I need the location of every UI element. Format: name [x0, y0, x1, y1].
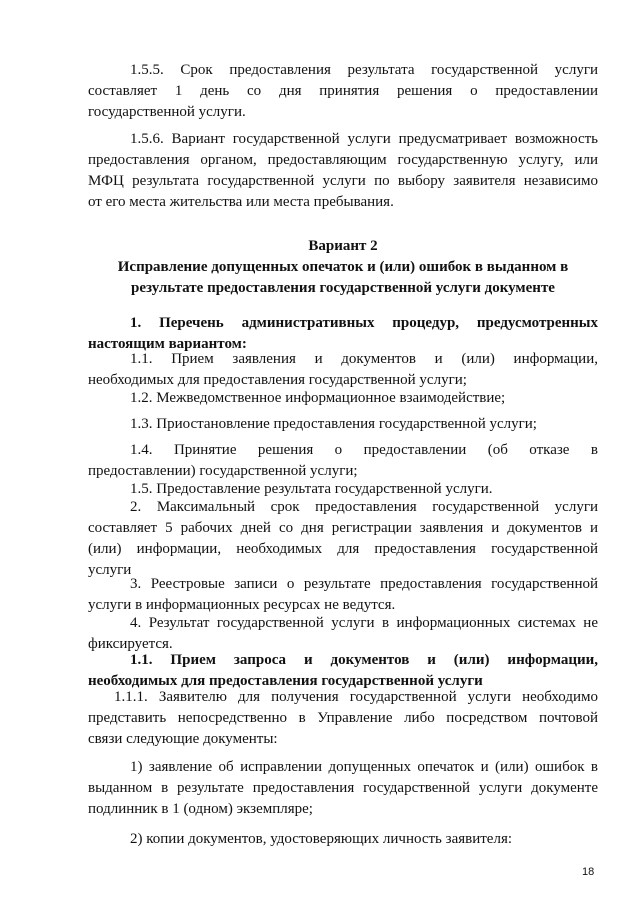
paragraph-line: 1.5.6. Вариант государственной услуги предусматривает возможность — [130, 131, 598, 147]
variant-subtitle-line: Исправление допущенных опечаток и (или) ошибок в выданном в — [117, 259, 569, 275]
item-line: 1.2. Межведомственное информационное взаимодействие; — [130, 390, 506, 406]
paragraph-3 — [88, 574, 598, 616]
paragraph-line: (или) информации, необходимых для предоставления государственной — [88, 541, 598, 557]
item-line: 1.3. Приостановление предоставления государственной услуги; — [130, 416, 537, 432]
variant-subtitle-line: результате предоставления государственной услуги документе — [131, 280, 555, 296]
document-item-1 — [88, 757, 598, 820]
paragraph-line: 1.5.5. Срок предоставления результата государственной услуги — [130, 62, 598, 78]
paragraph-line: 2) копии документов, удостоверяющих личность заявителя: — [130, 831, 513, 847]
item-line: 1.4. Принятие решения о предоставлении (об отказе в — [130, 442, 598, 458]
paragraph-line: услуги — [88, 562, 132, 578]
paragraph-4 — [88, 613, 598, 655]
paragraph-line: 3. Реестровые записи о результате предоставления государственной — [130, 576, 598, 592]
paragraph-line: предоставления органом, предоставляющим государственную услугу, или — [88, 152, 598, 168]
item-line: предоставлении) государственной услуги; — [88, 463, 358, 479]
variant-subtitle — [88, 257, 598, 299]
paragraph-1-5-6 — [88, 129, 598, 213]
paragraph-line: связи следующие документы: — [88, 731, 278, 747]
paragraph-line: подлинник в 1 (одном) экземпляре; — [88, 801, 313, 817]
paragraph-line: представить непосредственно в Управление либо посредством почтовой — [88, 710, 598, 726]
paragraph-1-5-5 — [88, 60, 598, 123]
heading-line: настоящим вариантом: — [88, 336, 247, 352]
paragraph-line: 2. Максимальный срок предоставления государственной услуги — [130, 499, 598, 515]
heading-line: 1. Перечень административных процедур, предусмотренных — [130, 315, 598, 331]
item-1-3 — [88, 414, 598, 435]
paragraph-line: 1.1.1. Заявителю для получения государственной услуги необходимо — [114, 689, 598, 705]
heading-line: 1.1. Прием запроса и документов и (или) информации, — [130, 652, 598, 668]
paragraph-line: составляет 5 рабочих дней со дня регистрации заявления и документов и — [88, 520, 598, 536]
paragraph-1-1-1 — [88, 687, 598, 750]
item-1-1 — [88, 349, 598, 391]
paragraph-line: составляет 1 день со дня принятия решения о предоставлении — [88, 83, 598, 99]
paragraph-line: 1) заявление об исправлении допущенных опечаток и (или) ошибок в — [130, 759, 598, 775]
item-line: 1.5. Предоставление результата государственной услуги. — [130, 481, 493, 497]
item-1-2 — [88, 388, 598, 409]
paragraph-line: фиксируется. — [88, 636, 173, 652]
paragraph-line: 4. Результат государственной услуги в информационных системах не — [130, 615, 598, 631]
variant-title-text: Вариант 2 — [308, 238, 378, 254]
document-item-2 — [88, 829, 598, 850]
item-line: необходимых для предоставления государственной услуги; — [88, 372, 467, 388]
paragraph-line: МФЦ результата государственной услуги по выбору заявителя независимо — [88, 173, 598, 189]
paragraph-line: государственной услуги. — [88, 104, 246, 120]
page-number: 18 — [582, 866, 595, 878]
item-line: 1.1. Прием заявления и документов и (или) информации, — [130, 351, 598, 367]
paragraph-line: от его места жительства или места пребывания. — [88, 194, 394, 210]
paragraph-line: выданном в результате предоставления государственной услуги документе — [88, 780, 598, 796]
item-1-4 — [88, 440, 598, 482]
heading-line: необходимых для предоставления государственной услуги — [88, 673, 483, 689]
paragraph-line: услуги в информационных ресурсах не ведутся. — [88, 597, 396, 613]
paragraph-2 — [88, 497, 598, 581]
variant-title — [88, 236, 598, 257]
subsection-1-1-heading — [88, 650, 598, 692]
